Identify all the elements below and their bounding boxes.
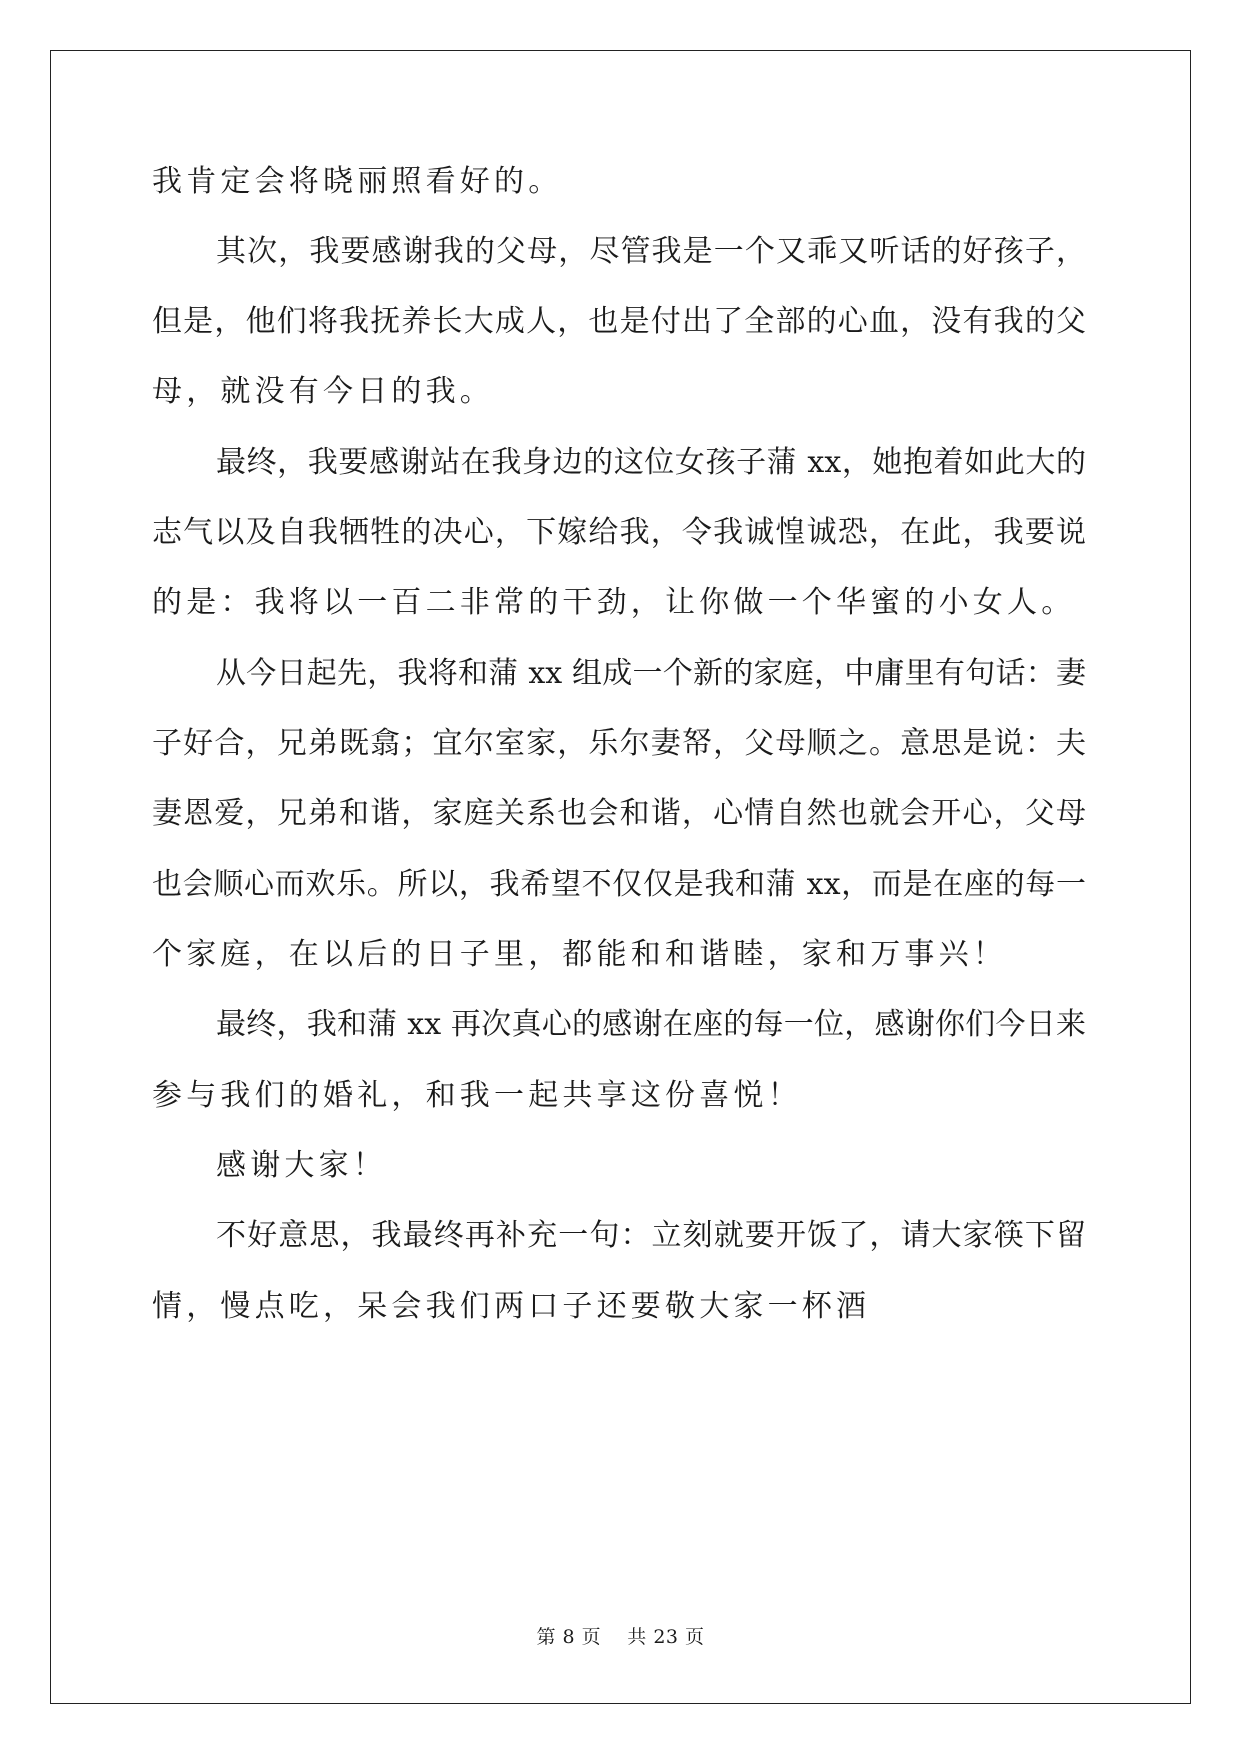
paragraph-start-line: 从今日起先，我将和蒲 xx 组成一个新的家庭，中庸里有句话：妻 [216, 656, 1086, 691]
text-line: 但是，他们将我抚养长大成人，也是付出了全部的心血，没有我的父 [152, 304, 1086, 339]
paragraph-start-line: 其次，我要感谢我的父母，尽管我是一个又乖又听话的好孩子， [216, 234, 1086, 269]
paragraph-start-line: 最终，我和蒲 xx 再次真心的感谢在座的每一位，感谢你们今日来 [216, 1007, 1086, 1042]
text-line: 情，慢点吃，呆会我们两口子还要敬大家一杯酒 [152, 1289, 871, 1324]
text-line: 的是：我将以一百二非常的干劲，让你做一个华蜜的小女人。 [152, 585, 1076, 620]
page-total: 共 23 页 [627, 1626, 705, 1648]
text-line: 参与我们的婚礼，和我一起共享这份喜悦！ [152, 1078, 802, 1113]
paragraph-start-line: 不好意思，我最终再补充一句：立刻就要开饭了，请大家筷下留 [216, 1218, 1086, 1253]
paragraph-start-line: 感谢大家！ [216, 1148, 387, 1183]
text-line: 也会顺心而欢乐。所以，我希望不仅仅是我和蒲 xx，而是在座的每一 [152, 867, 1086, 902]
text-line: 妻恩爱，兄弟和谐，家庭关系也会和谐，心情自然也就会开心，父母 [152, 796, 1086, 831]
page-number: 第 8 页 [536, 1626, 602, 1648]
page-footer [0, 1622, 1241, 1649]
paragraph-start-line: 最终，我要感谢站在我身边的这位女孩子蒲 xx，她抱着如此大的 [216, 445, 1086, 480]
text-line: 子好合，兄弟既翕；宜尔室家，乐尔妻帑，父母顺之。意思是说：夫 [152, 726, 1086, 761]
text-line: 志气以及自我牺牲的决心，下嫁给我，令我诚惶诚恐，在此，我要说 [152, 515, 1086, 550]
text-line: 母，就没有今日的我。 [152, 374, 494, 409]
text-line: 个家庭，在以后的日子里，都能和和谐睦，家和万事兴！ [152, 937, 1007, 972]
text-line: 我肯定会将晓丽照看好的。 [152, 164, 563, 199]
